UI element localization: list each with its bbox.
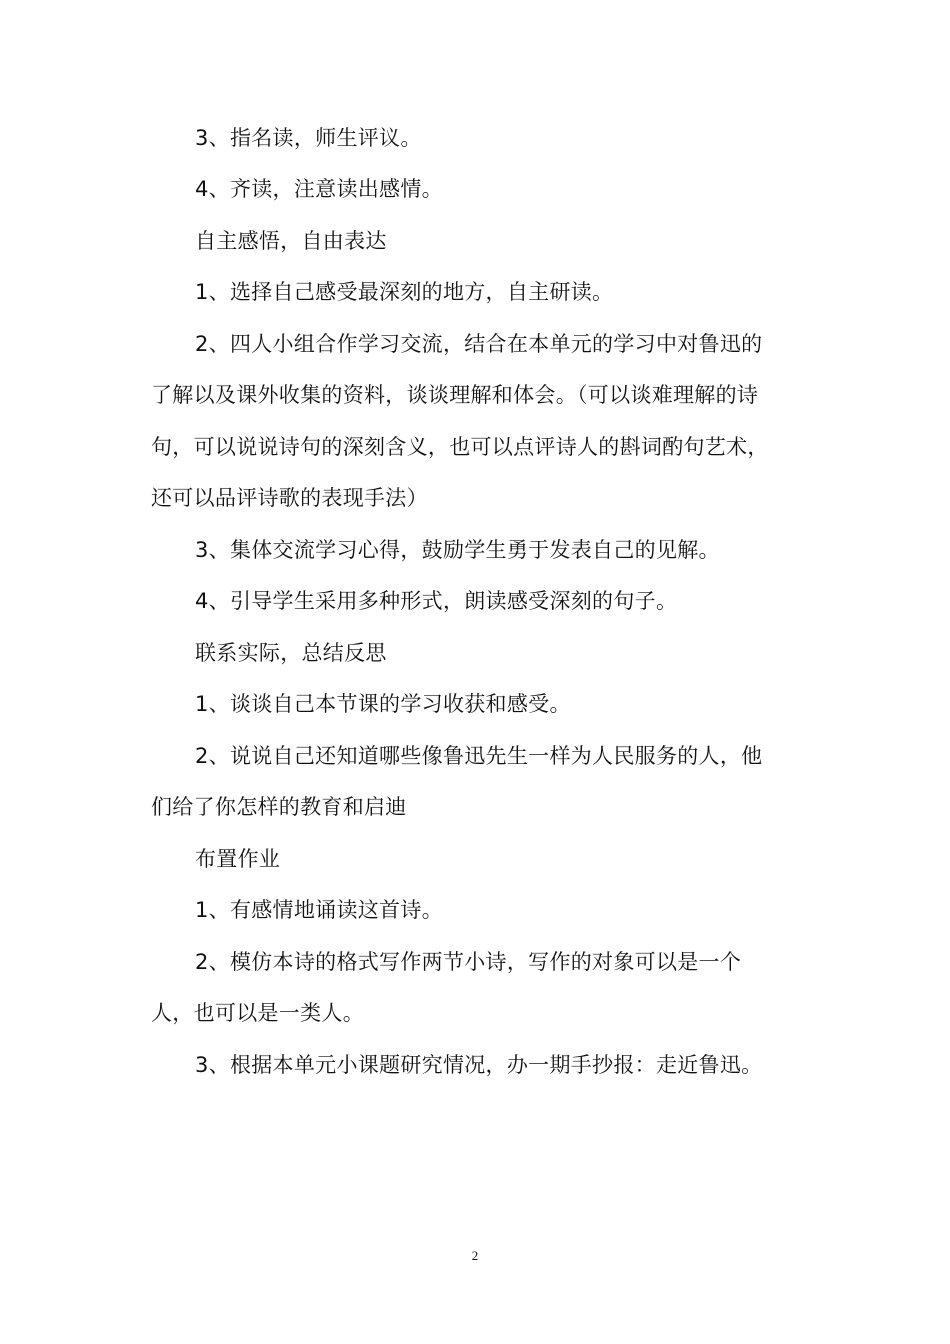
paragraph-line: 3、集体交流学习心得，鼓励学生勇于发表自己的见解。: [195, 538, 720, 562]
section-heading: 自主感悟，自由表达: [195, 229, 387, 253]
paragraph-line: 1、有感情地诵读这首诗。: [195, 898, 443, 922]
paragraph-line: 4、齐读，注意读出感情。: [195, 177, 443, 201]
paragraph-line: 2、模仿本诗的格式写作两节小诗，写作的对象可以是一个: [195, 950, 742, 974]
paragraph-line: 2、四人小组合作学习交流，结合在本单元的学习中对鲁迅的: [195, 332, 763, 356]
paragraph-line: 还可以品评诗歌的表现手法）: [151, 486, 428, 510]
paragraph-line: 3、根据本单元小课题研究情况，办一期手抄报：走近鲁迅。: [195, 1053, 763, 1077]
section-heading: 联系实际，总结反思: [195, 641, 387, 665]
paragraph-line: 2、说说自己还知道哪些像鲁迅先生一样为人民服务的人，他: [195, 744, 763, 768]
paragraph-line: 4、引导学生采用多种形式，朗读感受深刻的句子。: [195, 589, 678, 613]
paragraph-line: 句，可以说说诗句的深刻含义，也可以点评诗人的斟词酌句艺术，: [151, 435, 769, 459]
section-heading: 布置作业: [195, 847, 281, 871]
page-number: 2: [471, 1248, 479, 1263]
paragraph-line: 人，也可以是一类人。: [151, 1001, 364, 1025]
paragraph-line: 们给了你怎样的教育和启迪: [151, 795, 407, 819]
paragraph-line: 1、谈谈自己本节课的学习收获和感受。: [195, 692, 571, 716]
paragraph-line: 了解以及课外收集的资料，谈谈理解和体会。（可以谈难理解的诗: [151, 383, 759, 407]
paragraph-line: 1、选择自己感受最深刻的地方，自主研读。: [195, 280, 614, 304]
paragraph-line: 3、指名读，师生评议。: [195, 126, 422, 150]
